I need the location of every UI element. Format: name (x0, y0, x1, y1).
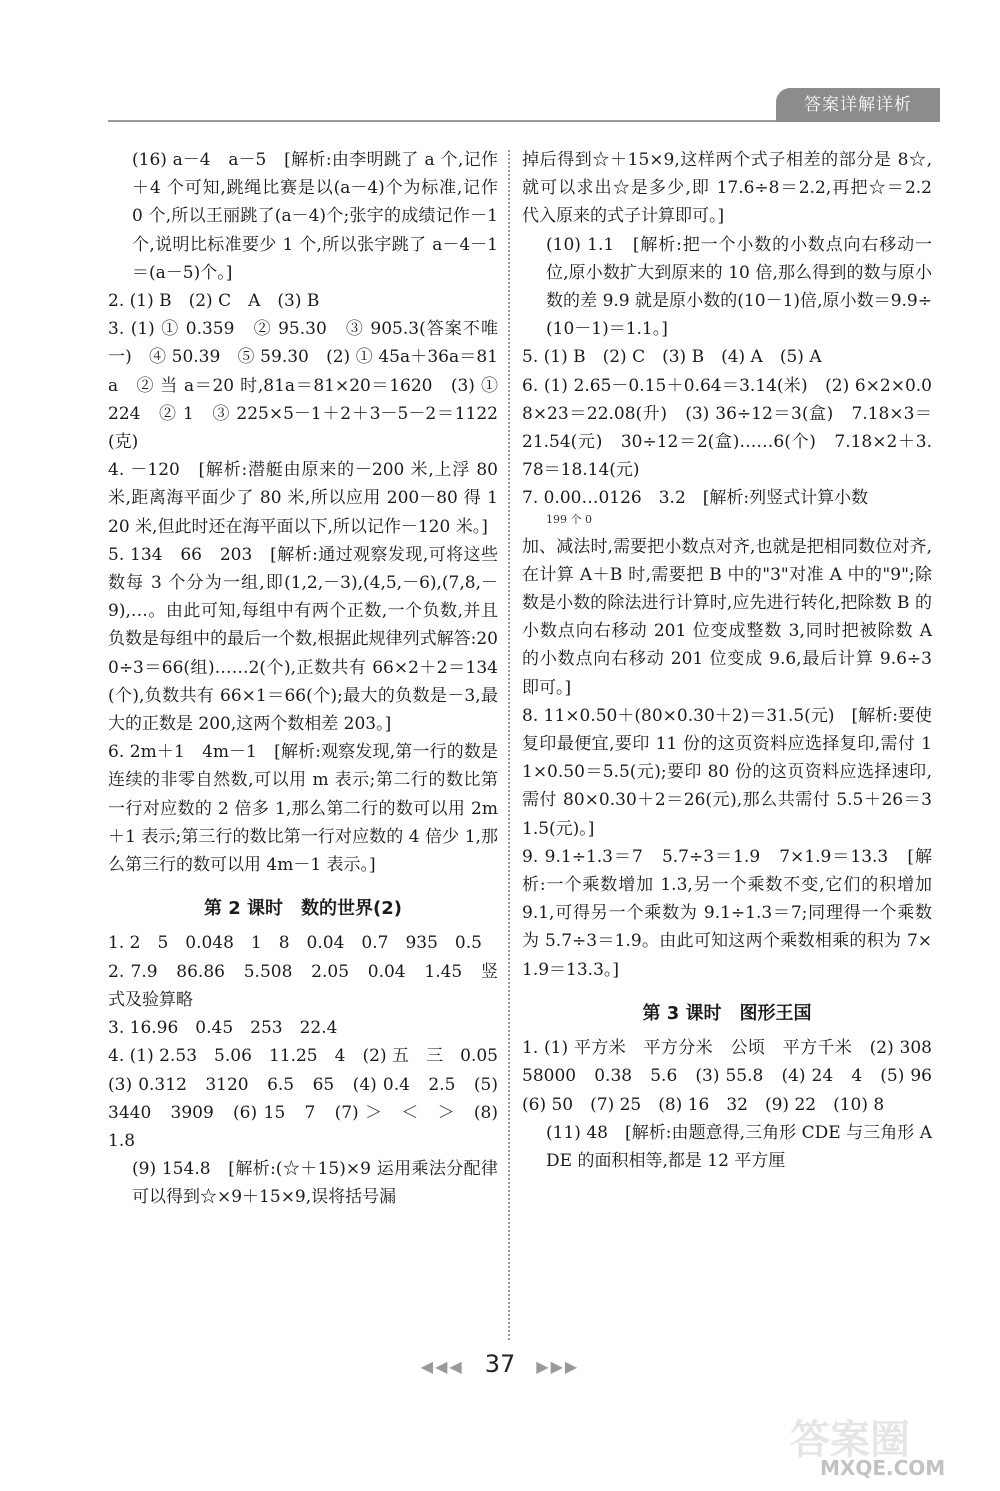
zero-count-note: 199 个 0 (546, 512, 592, 526)
answer-5: 5. 134 66 203 [解析:通过观察发现,可将这些数每 3 个分为一组,即(1,2,－3),(4,5,－6),(7,8,－9),…。由此可知,每组中有两个正数,一个负数,并且负数是每组中的最后一个数,根据此规律列式解答:200÷3＝66(组)……2(个),正数共有 66×2＋2＝134(个),负数共有 66×1＝66(个);最大的负数是－3,最大的正数是 200,这两个数相差 203。] (108, 544, 498, 735)
answer-3: 3. (1) ① 0.359 ② 95.30 ③ 905.3(答案不唯一) ④ 50.39 ⑤ 59.30 (2) ① 45a＋36a＝81a ② 当 a＝20 时,81a＝81×20＝1620 (3) ① 224 ② 1 ③ 225×5－1＋2＋3－5－2＝1122(克) (108, 319, 504, 453)
answer-6-calc: 6. (1) 2.65－0.15＋0.64＝3.14(米) (2) 6×2×0.08×23＝22.08(升) (3) 36÷12＝3(盒) 7.18×3＝21.54(元) 30÷12＝2(盒)……6(个) 7.18×2＋3.78＝18.14(元) (522, 375, 932, 481)
watermark-logo: 答案圈 (790, 1417, 910, 1463)
section-title-lesson-3: 第 3 课时 图形王国 (642, 1002, 812, 1024)
next-arrows-icon: ▶▶▶ (536, 1357, 580, 1376)
lesson2-answer-2: 2. 7.9 86.86 5.508 2.05 0.04 1.45 竖式及验算略 (108, 961, 498, 1010)
watermark-site: MXQE.COM (820, 1456, 946, 1480)
answer-6: 6. 2m＋1 4m－1 [解析:观察发现,第一行的数是连续的非零自然数,可以用 m 表示;第二行的数比第一行对应数的 2 倍多 1,那么第二行的数可以用 2m＋1 表示;第三行的数比第一行对应数的 4 倍少 1,那么第三行的数可以用 4m－1 表示。] (108, 742, 498, 876)
answer-7: 7. 0.00…0126 3.2 [解析:列竖式计算小数 (522, 488, 869, 509)
answer-2: 2. (1) B (2) C A (3) B (108, 291, 320, 312)
lesson2-answer-4-9: (9) 154.8 [解析:(☆＋15)×9 运用乘法分配律可以得到☆×9＋15×9,误将括号漏 (132, 1159, 498, 1208)
lesson3-answer-11: (11) 48 [解析:由题意得,三角形 CDE 与三角形 ADE 的面积相等,都是 12 平方厘 (546, 1122, 932, 1171)
lesson2-answer-3: 3. 16.96 0.45 253 22.4 (108, 1018, 338, 1039)
answer-9: 9. 9.1÷1.3＝7 5.7÷3＝1.9 7×1.9＝13.3 [解析:一个乘数增加 1.3,另一个乘数不变,它们的积增加 9.1,可得另一个乘数为 9.1÷1.3＝7;同理得一个乘数为 5.7÷3＝1.9。由此可知这两个乘数相乘的积为 7×1.9＝13.3。] (522, 846, 938, 980)
answer-8: 8. 11×0.50＋(80×0.30＋2)＝31.5(元) [解析:要使复印最便宜,要印 11 份的这页资料应选择复印,需付 11×0.50＝5.5(元);要印 80 份的这页资料应选择速印,需付 80×0.30＋2＝26(元),那么共需付 5.5＋26＝31.5(元)。] (522, 705, 932, 839)
lesson3-answer-1: 1. (1) 平方米 平方分米 公顷 平方千米 (2) 308 58000 0.38 5.6 (3) 55.8 (4) 24 4 (5) 96 (6) 50 (7) 25 (8) 16 32 (9) 22 (10) 8 (522, 1038, 949, 1115)
lesson2-answer-1: 1. 2 5 0.048 1 8 0.04 0.7 935 0.5 (108, 933, 482, 954)
left-column (108, 146, 515, 1212)
answer-10: (10) 1.1 [解析:把一个小数的小数点向右移动一位,原小数扩大到原来的 10 倍,那么得到的数与原小数的差 9.9 就是原小数的(10－1)倍,原小数＝9.9÷(10－1)＝1.1。] (546, 234, 932, 340)
answer-4: 4. －120 [解析:潜艇由原来的－200 米,上浮 80 米,距离海平面少了 80 米,所以应用 200－80 得 120 米,但此时还在海平面以下,所以记作－120 米。] (108, 460, 504, 537)
answer-continued: 掉后得到☆＋15×9,这样两个式子相差的部分是 8☆,就可以求出☆是多少,即 17.6÷8＝2.2,再把☆＝2.2 代入原来的式子计算即可。] (522, 150, 938, 227)
column-divider (508, 150, 510, 1340)
lesson2-answer-4: 4. (1) 2.53 5.06 11.25 4 (2) 五 三 0.05 (3) 0.312 3120 6.5 65 (4) 0.4 2.5 (5) 3440 3909 (6) 15 7 (7) ＞ ＜ ＞ (8) 1.8 (108, 1046, 515, 1151)
section-title-lesson-2: 第 2 课时 数的世界(2) (203, 898, 403, 920)
header-tab: 答案详解详析 (776, 88, 940, 122)
right-column (522, 146, 949, 1175)
answer-16: (16) a－4 a－5 [解析:由李明跳了 a 个,记作＋4 个可知,跳绳比赛是以(a－4)个为标准,记作 0 个,所以王丽跳了(a－4)个;张宇的成绩记作－1 个,说明比标准要少 1 个,所以张宇跳了 a－4－1＝(a－5)个。] (132, 150, 504, 283)
prev-arrows-icon: ◀◀◀ (420, 1357, 464, 1376)
page-footer (0, 1350, 1000, 1378)
answer-7-explanation: 加、减法时,需要把小数点对齐,也就是把相同数位对齐,在计算 A＋B 时,需要把 B 中的"3"对准 A 中的"9";除数是小数的除法进行计算时,应先进行转化,把除数 B 的小数点向右移动 201 位变成整数 3,同时把被除数 A 的小数点向右移动 201 位变成 9.6,最后计算 9.6÷3 即可。] (522, 536, 938, 698)
answer-5-choices: 5. (1) B (2) C (3) B (4) A (5) A (522, 347, 822, 368)
page-number: 37 (484, 1350, 516, 1378)
